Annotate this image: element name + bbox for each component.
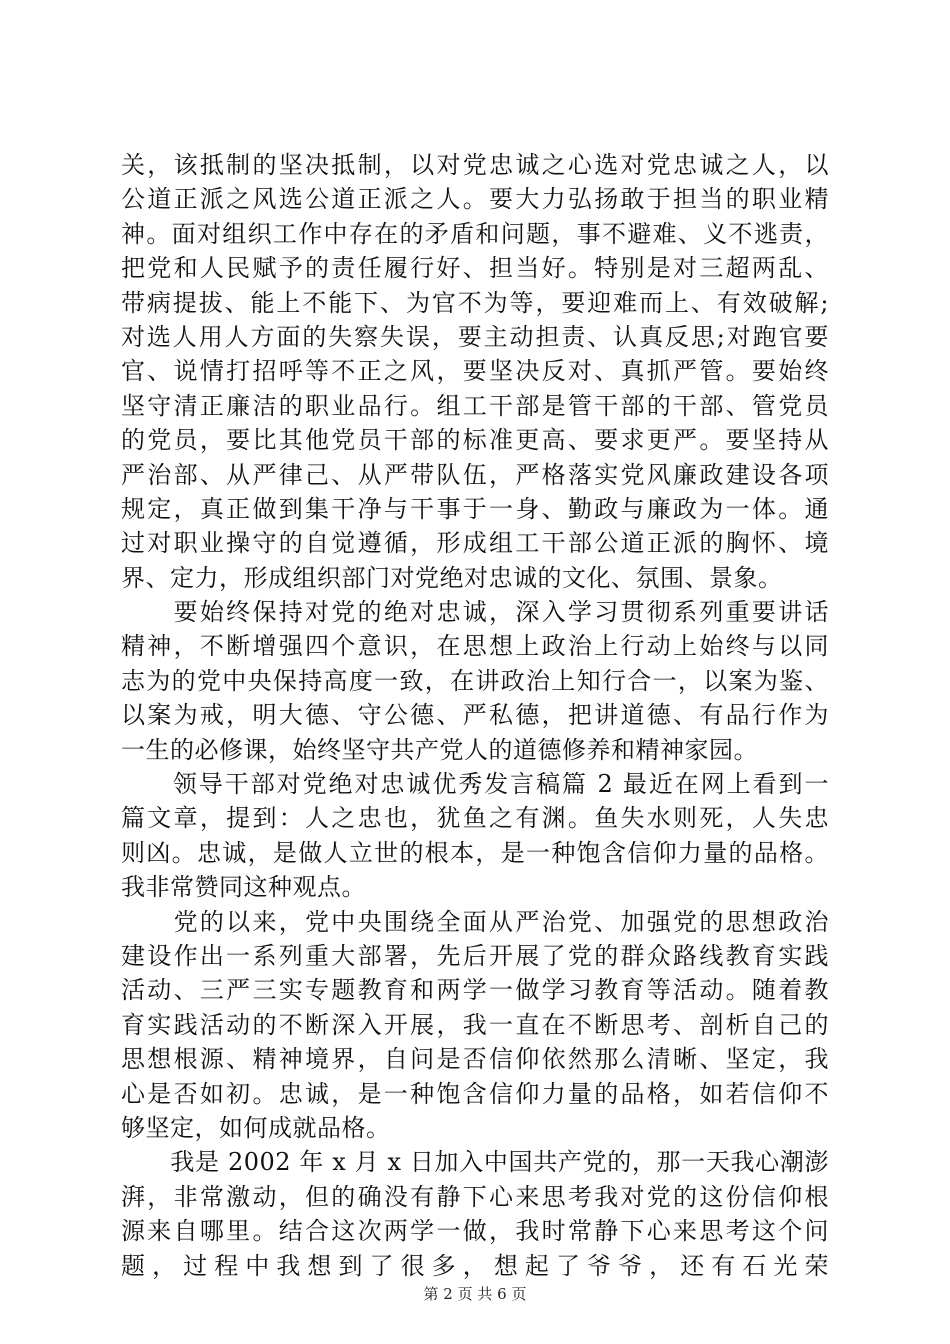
text-line: 关，该抵制的坚决抵制，以对党忠诚之心选对党忠诚之人，以 bbox=[121, 151, 829, 179]
text-line: 过对职业操守的自觉遵循，形成组工干部公道正派的胸怀、境 bbox=[121, 529, 829, 558]
text-line: 湃，非常激动，但的确没有静下心来思考我对党的这份信仰根 bbox=[121, 1182, 829, 1211]
text-line: 心是否如初。忠诚，是一种饱含信仰力量的品格，如若信仰不 bbox=[121, 1079, 829, 1108]
paragraph-3 bbox=[121, 767, 829, 905]
paragraph-5 bbox=[121, 1145, 829, 1283]
text-line: 坚守清正廉洁的职业品行。组工干部是管干部的干部、管党员 bbox=[121, 391, 829, 420]
text-line: 领导干部对党绝对忠诚优秀发言稿篇 2 最近在网上看到一 bbox=[121, 770, 829, 799]
text-line: 我非常赞同这种观点。 bbox=[121, 873, 366, 902]
text-line: 带病提拔、能上不能下、为官不为等，要迎难而上、有效破解; bbox=[121, 288, 829, 317]
text-line: 规定，真正做到集干净与干事于一身、勤政与廉政为一体。通 bbox=[121, 494, 829, 523]
text-line: 界、定力，形成组织部门对党绝对忠诚的文化、氛围、景象。 bbox=[121, 563, 783, 592]
text-line: 公道正派之风选公道正派之人。要大力弘扬敢于担当的职业精 bbox=[121, 185, 829, 214]
text-line: 够坚定，如何成就品格。 bbox=[121, 1113, 391, 1142]
document-body bbox=[121, 148, 829, 1283]
text-line: 严治部、从严律己、从严带队伍，严格落实党风廉政建设各项 bbox=[121, 460, 829, 489]
text-line: 志为的党中央保持高度一致，在讲政治上知行合一，以案为鉴、 bbox=[121, 666, 829, 695]
paragraph-2 bbox=[121, 595, 829, 767]
text-line: 一生的必修课，始终坚守共产党人的道德修养和精神家园。 bbox=[121, 735, 758, 764]
text-line: 我是 2002 年 x 月 x 日加入中国共产党的，那一天我心潮澎 bbox=[121, 1148, 829, 1177]
text-line: 育实践活动的不断深入开展，我一直在不断思考、剖析自己的 bbox=[121, 1010, 829, 1039]
text-line: 要始终保持对党的绝对忠诚，深入学习贯彻系列重要讲话 bbox=[121, 598, 829, 627]
text-line: 的党员，要比其他党员干部的标准更高、要求更严。要坚持从 bbox=[121, 426, 829, 455]
text-line: 对选人用人方面的失察失误，要主动担责、认真反思;对跑官要 bbox=[121, 322, 829, 351]
text-line: 活动、三严三实专题教育和两学一做学习教育等活动。随着教 bbox=[121, 976, 829, 1005]
text-line: 以案为戒，明大德、守公德、严私德，把讲道德、有品行作为 bbox=[121, 701, 829, 730]
page-number: 第 2 页 共 6 页 bbox=[423, 1285, 527, 1303]
text-line: 思想根源、精神境界，自问是否信仰依然那么清晰、坚定，我 bbox=[121, 1045, 829, 1074]
text-line: 题，过程中我想到了很多，想起了爷爷，还有石光荣 bbox=[121, 1251, 829, 1280]
text-line: 把党和人民赋予的责任履行好、担当好。特别是对三超两乱、 bbox=[121, 254, 829, 283]
paragraph-4 bbox=[121, 905, 829, 1146]
paragraph-1 bbox=[121, 148, 829, 595]
text-line: 党的以来，党中央围绕全面从严治党、加强党的思想政治 bbox=[121, 907, 829, 936]
page-footer bbox=[0, 1284, 950, 1304]
text-line: 则凶。忠诚，是做人立世的根本，是一种饱含信仰力量的品格。 bbox=[121, 838, 829, 867]
text-line: 篇文章，提到：人之忠也，犹鱼之有渊。鱼失水则死，人失忠 bbox=[121, 804, 829, 833]
text-line: 官、说情打招呼等不正之风，要坚决反对、真抓严管。要始终 bbox=[121, 357, 829, 386]
text-line: 源来自哪里。结合这次两学一做，我时常静下心来思考这个问 bbox=[121, 1217, 829, 1246]
text-line: 建设作出一系列重大部署，先后开展了党的群众路线教育实践 bbox=[121, 941, 829, 970]
text-line: 精神，不断增强四个意识，在思想上政治上行动上始终与以同 bbox=[121, 632, 829, 661]
text-line: 神。面对组织工作中存在的矛盾和问题，事不避难、义不逃责， bbox=[121, 219, 829, 248]
